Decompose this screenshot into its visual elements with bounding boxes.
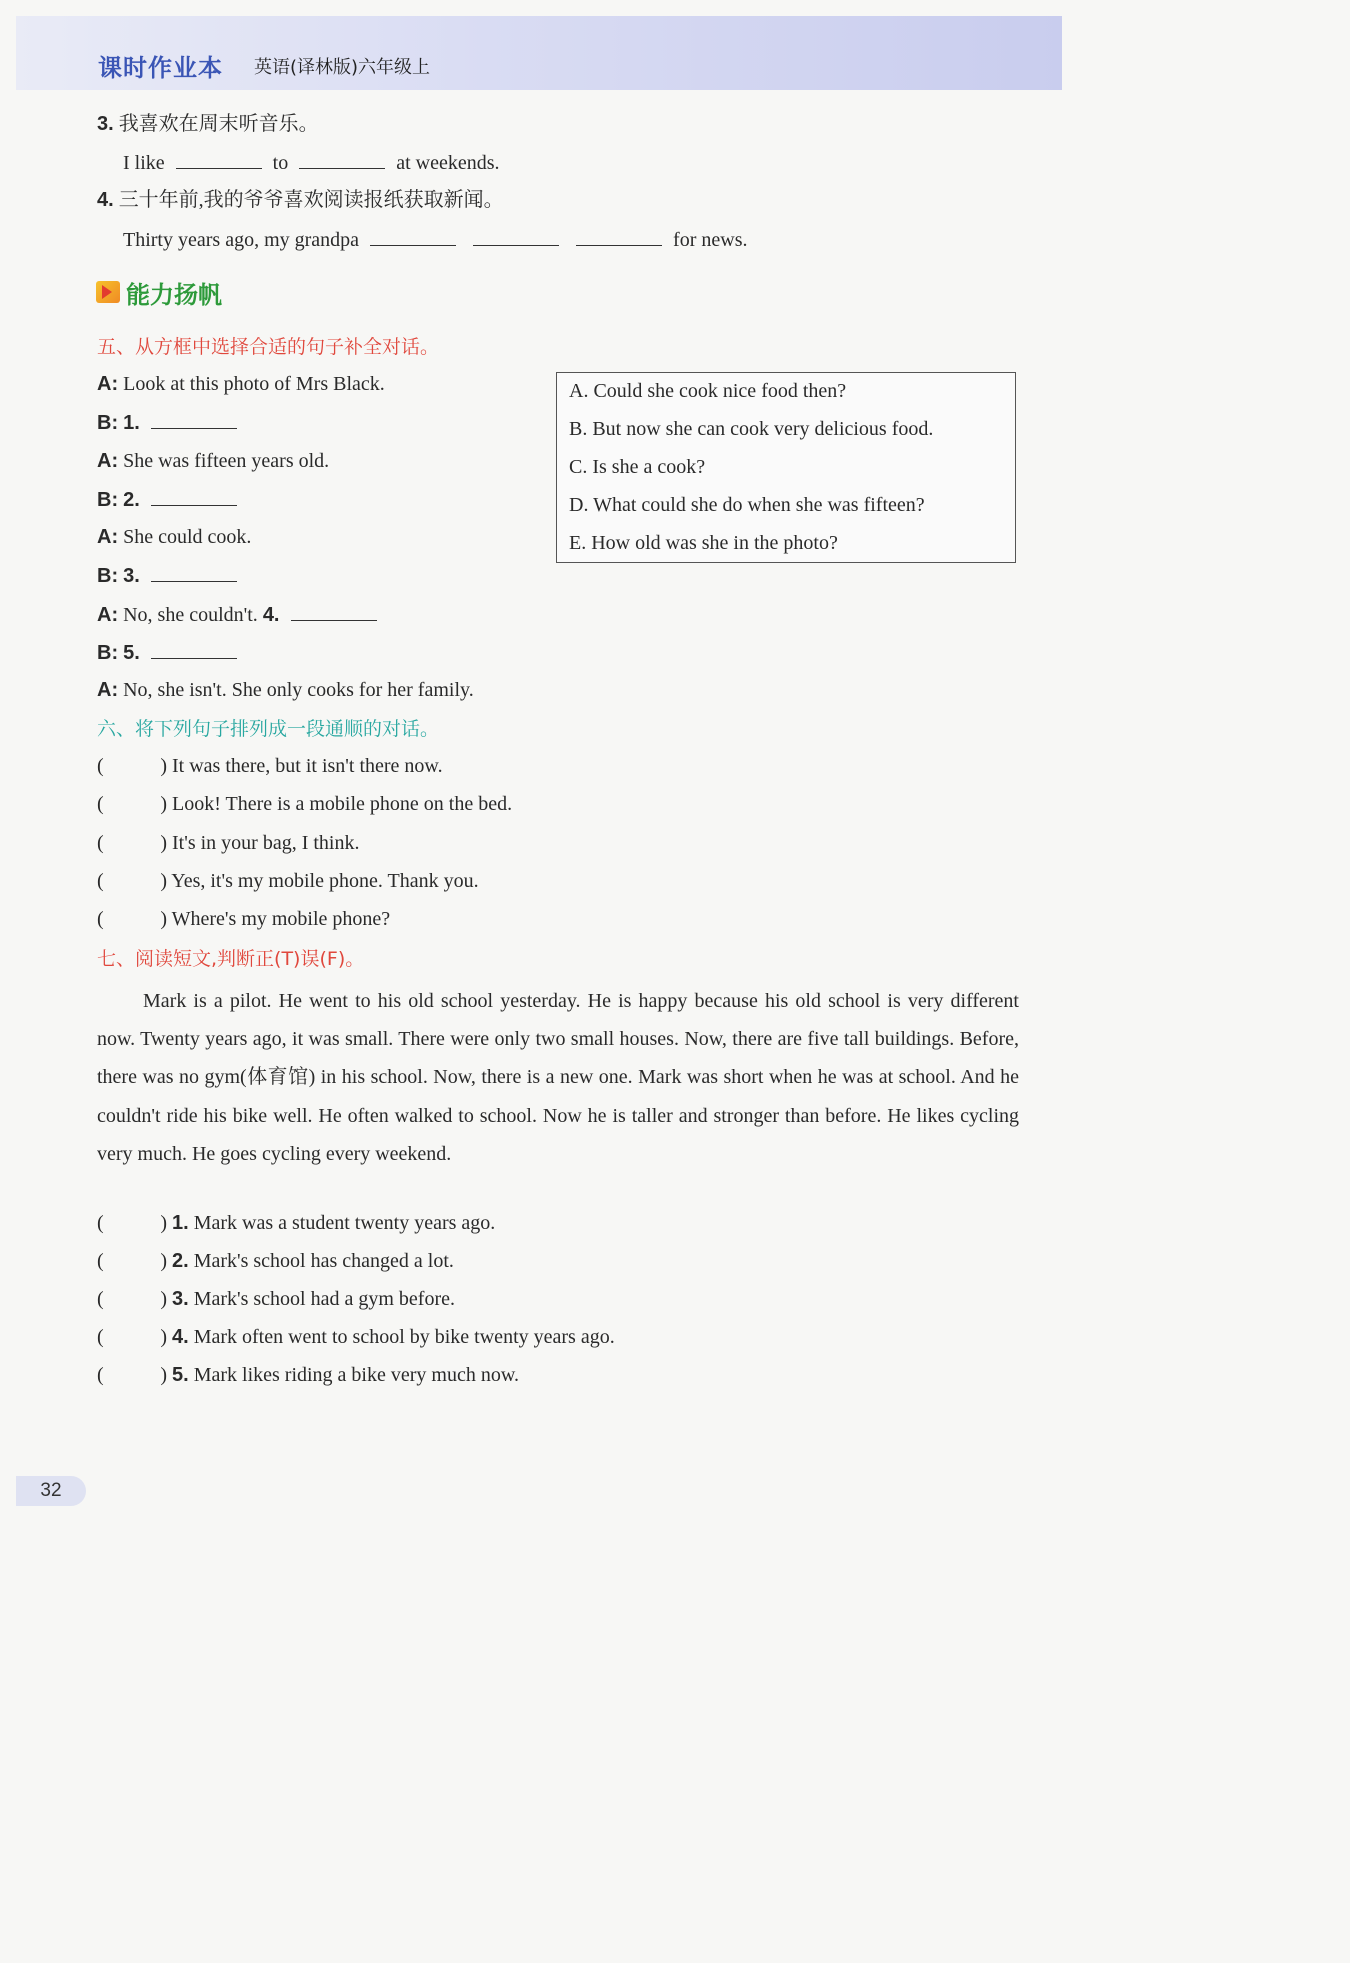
ordering-text: Look! There is a mobile phone on the bed. xyxy=(172,793,513,815)
statement-text: Mark often went to school by bike twenty years ago. xyxy=(193,1326,615,1348)
statement-number: 5. xyxy=(172,1364,189,1386)
statement-text: Mark was a student twenty years ago. xyxy=(193,1212,496,1234)
option-d: D. What could she do when she was fifteen? xyxy=(569,494,925,516)
answer-blank[interactable] xyxy=(576,227,662,246)
dialogue-text: No, she isn't. She only cooks for her family. xyxy=(123,679,474,701)
true-false-item xyxy=(97,1287,455,1311)
statement-number: 1. xyxy=(172,1212,189,1234)
answer-blank[interactable] xyxy=(291,602,377,621)
ordering-text: It was there, but it isn't there now. xyxy=(172,755,443,777)
true-false-item xyxy=(97,1363,519,1387)
dialogue-line xyxy=(97,563,243,588)
answer-paren[interactable]: ( ) xyxy=(97,1326,167,1348)
question-number: 4. xyxy=(97,189,114,211)
sentence-part: at weekends. xyxy=(396,152,500,174)
option-e: E. How old was she in the photo? xyxy=(569,532,838,554)
answer-paren[interactable]: ( ) xyxy=(97,755,167,777)
speaker: B: xyxy=(97,565,119,587)
translation-q3-chinese xyxy=(97,112,319,136)
question-text: 三十年前,我的爷爷喜欢阅读报纸获取新闻。 xyxy=(118,189,504,211)
blank-number: 2. xyxy=(123,489,140,511)
ordering-text: Where's my mobile phone? xyxy=(171,908,391,930)
true-false-item xyxy=(97,1249,454,1273)
statement-text: Mark likes riding a bike very much now. xyxy=(193,1364,519,1386)
dialogue-text: She could cook. xyxy=(123,526,252,548)
ordering-item xyxy=(97,754,443,778)
option-a: A. Could she cook nice food then? xyxy=(569,380,847,402)
ordering-item xyxy=(97,907,390,931)
blank-number: 4. xyxy=(262,604,280,626)
statement-number: 3. xyxy=(172,1288,189,1310)
answer-paren[interactable]: ( ) xyxy=(97,870,167,892)
statement-text: Mark's school has changed a lot. xyxy=(193,1250,454,1272)
sentence-part: for news. xyxy=(673,229,748,251)
answer-blank[interactable] xyxy=(151,410,237,429)
answer-paren[interactable]: ( ) xyxy=(97,1212,167,1234)
book-title: 课时作业本 xyxy=(98,54,223,82)
answer-blank[interactable] xyxy=(151,563,237,582)
blank-number: 1. xyxy=(123,412,140,434)
sentence-part: I like xyxy=(123,152,165,174)
ordering-text: Yes, it's my mobile phone. Thank you. xyxy=(171,870,479,892)
speaker: B: xyxy=(97,642,119,664)
option-b: B. But now she can cook very delicious food. xyxy=(569,418,934,440)
option-c: C. Is she a cook? xyxy=(569,456,706,478)
speaker: B: xyxy=(97,489,119,511)
translation-q4-english xyxy=(123,227,747,252)
true-false-item xyxy=(97,1211,495,1235)
sentence-part: Thirty years ago, my grandpa xyxy=(123,229,360,251)
dialogue-line xyxy=(97,449,329,473)
answer-blank[interactable] xyxy=(151,487,237,506)
answer-blank[interactable] xyxy=(473,227,559,246)
translation-q3-english xyxy=(123,150,500,175)
dialogue-line xyxy=(97,410,243,435)
dialogue-line xyxy=(97,678,474,702)
blank-number: 3. xyxy=(123,565,140,587)
section5-title: 五、从方框中选择合适的句子补全对话。 xyxy=(97,336,440,358)
ordering-item xyxy=(97,869,479,893)
answer-blank[interactable] xyxy=(151,640,237,659)
speaker: A: xyxy=(97,604,119,626)
ability-section-heading xyxy=(96,276,222,308)
statement-number: 2. xyxy=(172,1250,189,1272)
sentence-part: to xyxy=(272,152,289,174)
dialogue-text: Look at this photo of Mrs Black. xyxy=(123,373,385,395)
answer-blank[interactable] xyxy=(299,150,385,169)
translation-q4-chinese xyxy=(97,188,504,212)
answer-paren[interactable]: ( ) xyxy=(97,908,167,930)
answer-paren[interactable]: ( ) xyxy=(97,793,167,815)
book-subtitle: 英语(译林版)六年级上 xyxy=(254,57,431,78)
speaker: A: xyxy=(97,450,119,472)
speaker: B: xyxy=(97,412,119,434)
speaker: A: xyxy=(97,526,119,548)
statement-number: 4. xyxy=(172,1326,189,1348)
dialogue-line xyxy=(97,487,243,512)
speaker: A: xyxy=(97,679,119,701)
page-number: 32 xyxy=(16,1476,86,1506)
dialogue-line xyxy=(97,525,251,549)
answer-paren[interactable]: ( ) xyxy=(97,1364,167,1386)
answer-blank[interactable] xyxy=(370,227,456,246)
sail-icon xyxy=(96,281,120,303)
statement-text: Mark's school had a gym before. xyxy=(193,1288,455,1310)
question-text: 我喜欢在周末听音乐。 xyxy=(118,113,319,135)
dialogue-line xyxy=(97,640,243,665)
section7-title: 七、阅读短文,判断正(T)误(F)。 xyxy=(97,948,365,970)
question-number: 3. xyxy=(97,113,114,135)
ordering-item xyxy=(97,831,359,855)
section6-title: 六、将下列句子排列成一段通顺的对话。 xyxy=(97,718,440,740)
true-false-item xyxy=(97,1325,615,1349)
dialogue-text: She was fifteen years old. xyxy=(123,450,330,472)
ordering-text: It's in your bag, I think. xyxy=(172,832,360,854)
answer-paren[interactable]: ( ) xyxy=(97,1250,167,1272)
answer-paren[interactable]: ( ) xyxy=(97,1288,167,1310)
reading-passage: Mark is a pilot. He went to his old school yesterday. He is happy because his old school is very different now. Twenty years ago, it was small. There were only two small houses. Now, there are five tall buildings. Before, there was no gym(体育馆) in his school. Now, there is a new one. Mark was short when he was at school. And he couldn't ride his bike well. He often walked to school. Now he is taller and stronger than before. He likes cycling very much. He goes cycling every weekend. xyxy=(97,990,1019,1165)
dialogue-text: No, she couldn't. xyxy=(123,604,258,626)
dialogue-line xyxy=(97,602,383,627)
ordering-item xyxy=(97,792,512,816)
options-box xyxy=(556,372,1016,563)
dialogue-line xyxy=(97,372,385,396)
ability-title: 能力扬帆 xyxy=(126,280,222,309)
speaker: A: xyxy=(97,373,119,395)
answer-paren[interactable]: ( ) xyxy=(97,832,167,854)
blank-number: 5. xyxy=(123,642,140,664)
answer-blank[interactable] xyxy=(176,150,262,169)
